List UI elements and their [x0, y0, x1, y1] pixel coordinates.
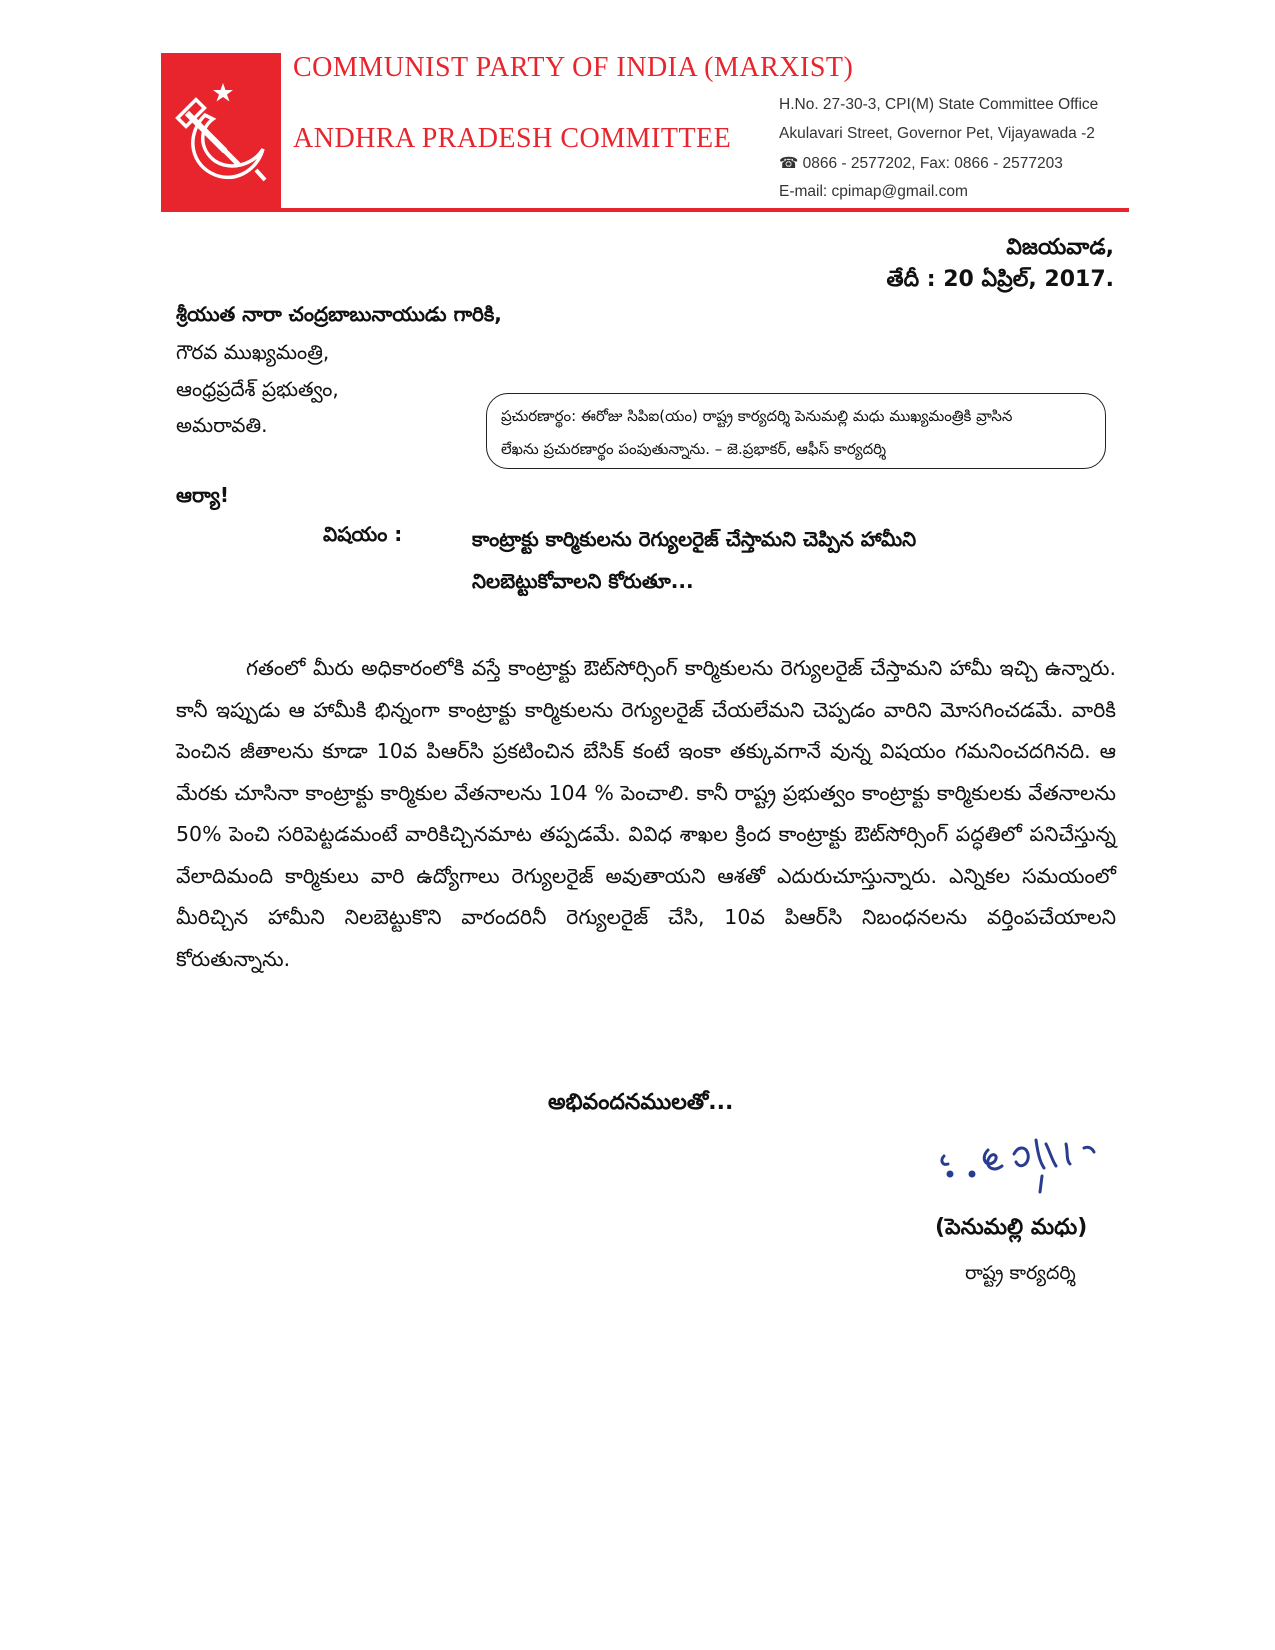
greeting: ఆర్యా!	[176, 483, 229, 507]
address-line-1: H.No. 27-30-3, CPI(M) State Committee Office	[779, 96, 1099, 113]
handwritten-signature	[936, 1130, 1126, 1204]
recipient-government: ఆంధ్రప్రదేశ్ ప్రభుత్వం,	[176, 377, 339, 401]
committee-name: ANDHRA PRADESH COMMITTEE	[293, 123, 732, 154]
address-line-2: Akulavari Street, Governor Pet, Vijayawada -2	[779, 125, 1095, 142]
sender-name: (పెనుమల్లి మధు)	[935, 1215, 1088, 1240]
phone-fax: ☎ 0866 - 2577202, Fax: 0866 - 2577203	[779, 155, 1063, 172]
org-name: COMMUNIST PARTY OF INDIA (MARXIST)	[293, 52, 854, 83]
hammer-sickle-star-icon	[161, 53, 281, 211]
recipient-name: శ్రీయుత నారా చంద్రబాబునాయుడు గారికి,	[176, 302, 502, 326]
closing: అభివందనములతో...	[548, 1090, 734, 1115]
letter-date: తేదీ : 20 ఏప్రిల్, 2017.	[886, 267, 1114, 292]
sender-role: రాష్ట్ర కార్యదర్శి	[965, 1262, 1076, 1284]
email: E-mail: cpimap@gmail.com	[779, 183, 968, 200]
press-note-box	[486, 393, 1106, 469]
recipient-city: అమరావతి.	[176, 413, 268, 437]
letter-body: గతంలో మీరు అధికారంలోకి వస్తే కాంట్రాక్టు ఔట్‌సోర్సింగ్ కార్మికులను రెగ్యులరైజ్ చేస్తామని హామీ ఇచ్చి ఉన్నారు. కానీ ఇప్పుడు ఆ హామీకి భిన్నంగా కాంట్రాక్టు కార్మికులను రెగ్యులరైజ్ చేయలేమని చెప్పడం వారిని మోసగించడమే. వారికి పెంచిన జీతాలను కూడా 10వ పిఆర్‌సి ప్రకటించిన బేసిక్ కంటే ఇంకా తక్కువగానే వున్న విషయం గమనించదగినది. ఆ మేరకు చూసినా కాంట్రాక్టు కార్మికుల వేతనాలను 104 % పెంచాలి. కానీ రాష్ట్ర ప్రభుత్వం కాంట్రాక్టు కార్మికులకు వేతనాలను 50% పెంచి సరిపెట్టడమంటే వారికిచ్చినమాట తప్పడమే. వివిధ శాఖల క్రింద కాంట్రాక్టు ఔట్‌సోర్సింగ్ పద్ధతిలో పనిచేస్తున్న వేలాదిమంది కార్మికులు వారి ఉద్యోగాలు రెగ్యులరైజ్ అవుతాయని ఆశతో ఎదురుచూస్తున్నారు. ఎన్నికల సమయంలో మీరిచ్చిన హామీని నిలబెట్టుకొని వారందరినీ రెగ్యులరైజ్ చేసి, 10వ పిఆర్‌సి నిబంధనలను వర్తింపచేయాలని కోరుతున్నాను.	[176, 656, 1116, 971]
press-note-line-2: లేఖను ప్రచురణార్థం పంపుతున్నాను. – జె.ప్రభాకర్, ఆఫీస్ కార్యదర్శి	[501, 440, 887, 458]
recipient-title: గౌరవ ముఖ్యమంత్రి,	[176, 340, 330, 364]
letter-place: విజయవాడ,	[1006, 235, 1114, 260]
press-note-line-1: ప్రచురణార్థం: ఈరోజు సిపిఐ(యం) రాష్ట్ర కార్యదర్శి పెనుమల్లి మధు ముఖ్యమంత్రికి వ్రాసిన	[501, 407, 1013, 425]
header-divider	[161, 208, 1129, 212]
party-logo	[161, 53, 281, 211]
subject-text: కాంట్రాక్టు కార్మికులను రెగ్యులరైజ్ చేస్తామని చెప్పిన హామీని నిలబెట్టుకోవాలని కోరుతూ...	[472, 527, 917, 593]
subject-label: విషయం :	[323, 522, 403, 546]
